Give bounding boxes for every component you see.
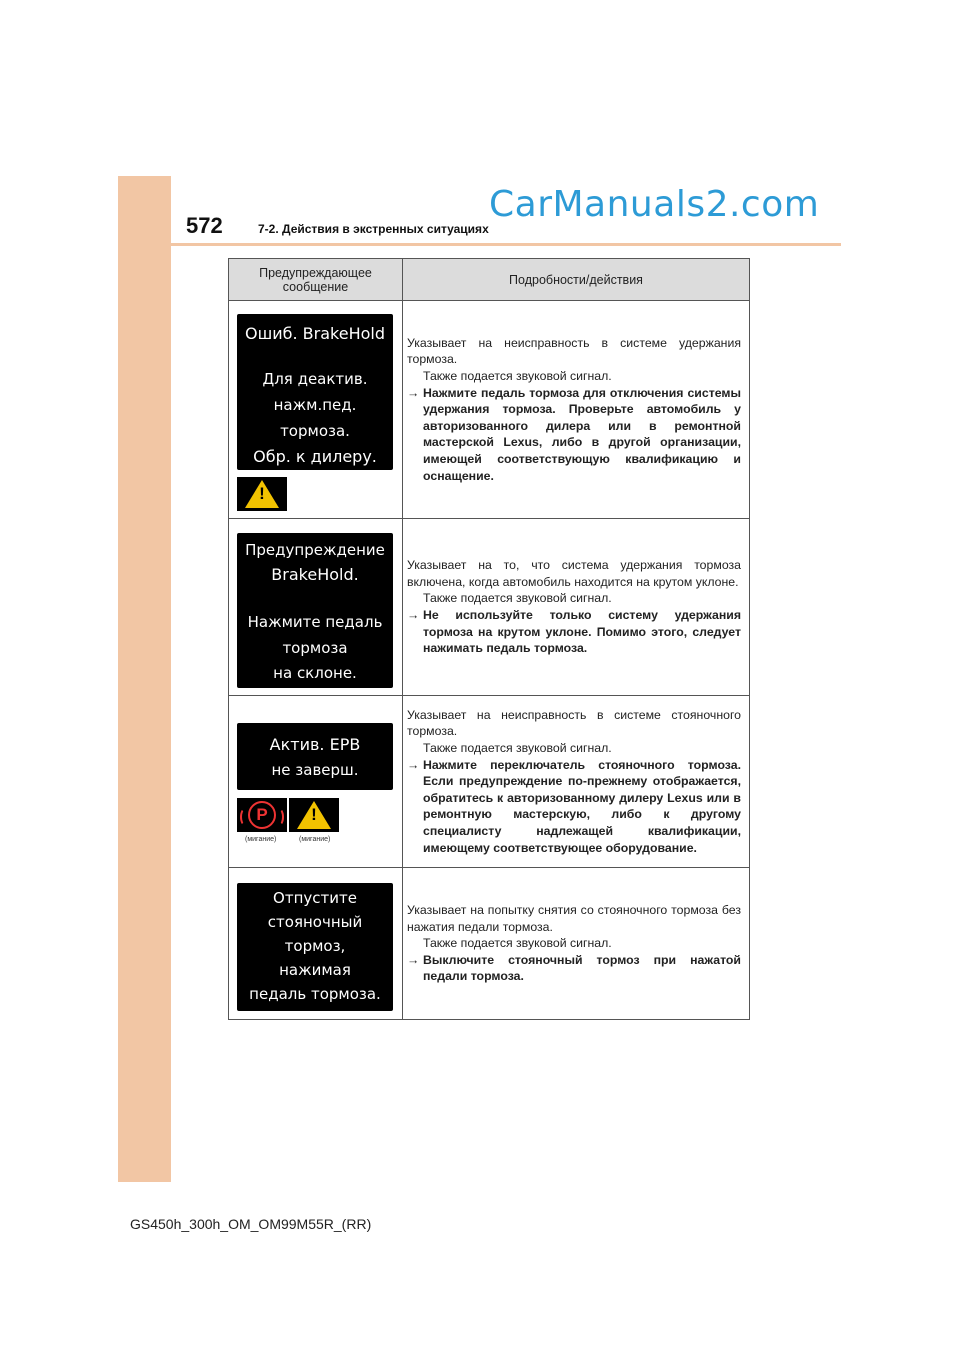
- screen-line: Актив. EPB: [269, 735, 361, 754]
- warning-triangle-icon: !: [289, 798, 339, 832]
- arrow-icon: →: [407, 608, 420, 622]
- screen-line: нажимая: [279, 961, 351, 979]
- page-number: 572: [186, 213, 223, 238]
- screen-line: Предупреждение: [245, 541, 385, 559]
- watermark-logo: CarManuals2.com: [489, 184, 820, 225]
- details-cell: [403, 696, 750, 868]
- screen-line: тормоза.: [280, 422, 350, 440]
- screen-line: Ошиб. BrakeHold: [245, 324, 385, 343]
- details-cell: [403, 519, 750, 696]
- action-instruction: → Нажмите переключатель стояночного тормоза. Если предупреждение по-прежнему отображается, обратитесь к авторизованному дилеру Lexus или в ремонтную мастерскую, либо к другому специалисту надлежащей квалификации, имеющему соответствующее оборудование.: [407, 757, 741, 855]
- table-header-row: [229, 259, 750, 301]
- screen-line: нажм.пед.: [273, 396, 357, 414]
- message-image-cell: [229, 696, 403, 868]
- blink-label: (мигание): [299, 836, 331, 843]
- screen-line: тормоз,: [284, 937, 346, 955]
- warning-triangle-icon: !: [237, 477, 287, 511]
- col-header-details: Подробности/действия: [403, 259, 750, 301]
- action-instruction: → Нажмите педаль тормоза для отключения системы удержания тормоза. Проверьте автомобиль у авторизованного дилера или в ремонтной мастерской Lexus, либо в другой организации, имеющей соответствующую квалификацию и оснащение.: [407, 385, 741, 483]
- screen-line: Нажмите педаль: [247, 613, 383, 631]
- screen-line: Отпустите: [273, 889, 357, 907]
- screen-line: стояночный: [267, 913, 363, 931]
- table-row: [229, 868, 750, 1020]
- description-text: Указывает на попытку снятия со стояночного тормоза без нажатия педали тормоза.: [407, 903, 741, 934]
- warning-message-table: [228, 258, 750, 1020]
- arrow-icon: →: [407, 952, 420, 967]
- description-text: Указывает на неисправность в системе стояночного тормоза.: [407, 707, 741, 739]
- display-screen-epb: [237, 723, 393, 790]
- sound-note: Также подается звуковой сигнал.: [423, 591, 612, 606]
- side-tab-bar: [118, 176, 171, 1182]
- sound-note: Также подается звуковой сигнал.: [423, 936, 612, 951]
- arrow-icon: →: [407, 385, 420, 400]
- display-screen-brakehold-error: [237, 314, 393, 470]
- description-text: Указывает на неисправность в системе удержания тормоза.: [407, 335, 741, 367]
- arrow-icon: →: [407, 757, 420, 772]
- message-image-cell: [229, 301, 403, 519]
- sound-note: Также подается звуковой сигнал.: [423, 741, 612, 756]
- col-header-message: Предупреждающее сообщение: [229, 259, 403, 301]
- header-rule: [171, 243, 841, 246]
- screen-line: Обр. к дилеру.: [253, 447, 377, 466]
- details-cell: [403, 301, 750, 519]
- table-row: [229, 301, 750, 519]
- details-cell: [403, 868, 750, 1020]
- table-row: [229, 519, 750, 696]
- parking-brake-icon: P: [237, 798, 287, 832]
- screen-line: на склоне.: [273, 664, 357, 682]
- blink-label: (мигание): [245, 836, 277, 843]
- message-image-cell: [229, 519, 403, 696]
- description-text: Указывает на то, что система удержания тормоза включена, когда автомобиль находится на крутом уклоне.: [407, 558, 741, 589]
- screen-line: Для деактив.: [262, 370, 368, 388]
- section-title: 7-2. Действия в экстренных ситуациях: [258, 222, 489, 236]
- screen-line: BrakeHold.: [271, 565, 359, 584]
- screen-line: не заверш.: [271, 761, 359, 779]
- action-instruction: → Не используйте только систему удержания тормоза на крутом уклоне. Помимо этого, следует нажимать педаль тормоза.: [407, 608, 741, 656]
- action-instruction: → Выключите стояночный тормоз при нажатой педали тормоза.: [407, 952, 741, 984]
- screen-line: педаль тормоза.: [249, 985, 381, 1003]
- display-screen-release-parking: [237, 883, 393, 1011]
- table-row: [229, 696, 750, 868]
- message-image-cell: [229, 868, 403, 1020]
- document-code-footer: GS450h_300h_OM_OM99M55R_(RR): [130, 1216, 372, 1232]
- screen-line: тормоза: [282, 639, 348, 657]
- sound-note: Также подается звуковой сигнал.: [423, 369, 612, 384]
- display-screen-brakehold-warning: [237, 533, 393, 688]
